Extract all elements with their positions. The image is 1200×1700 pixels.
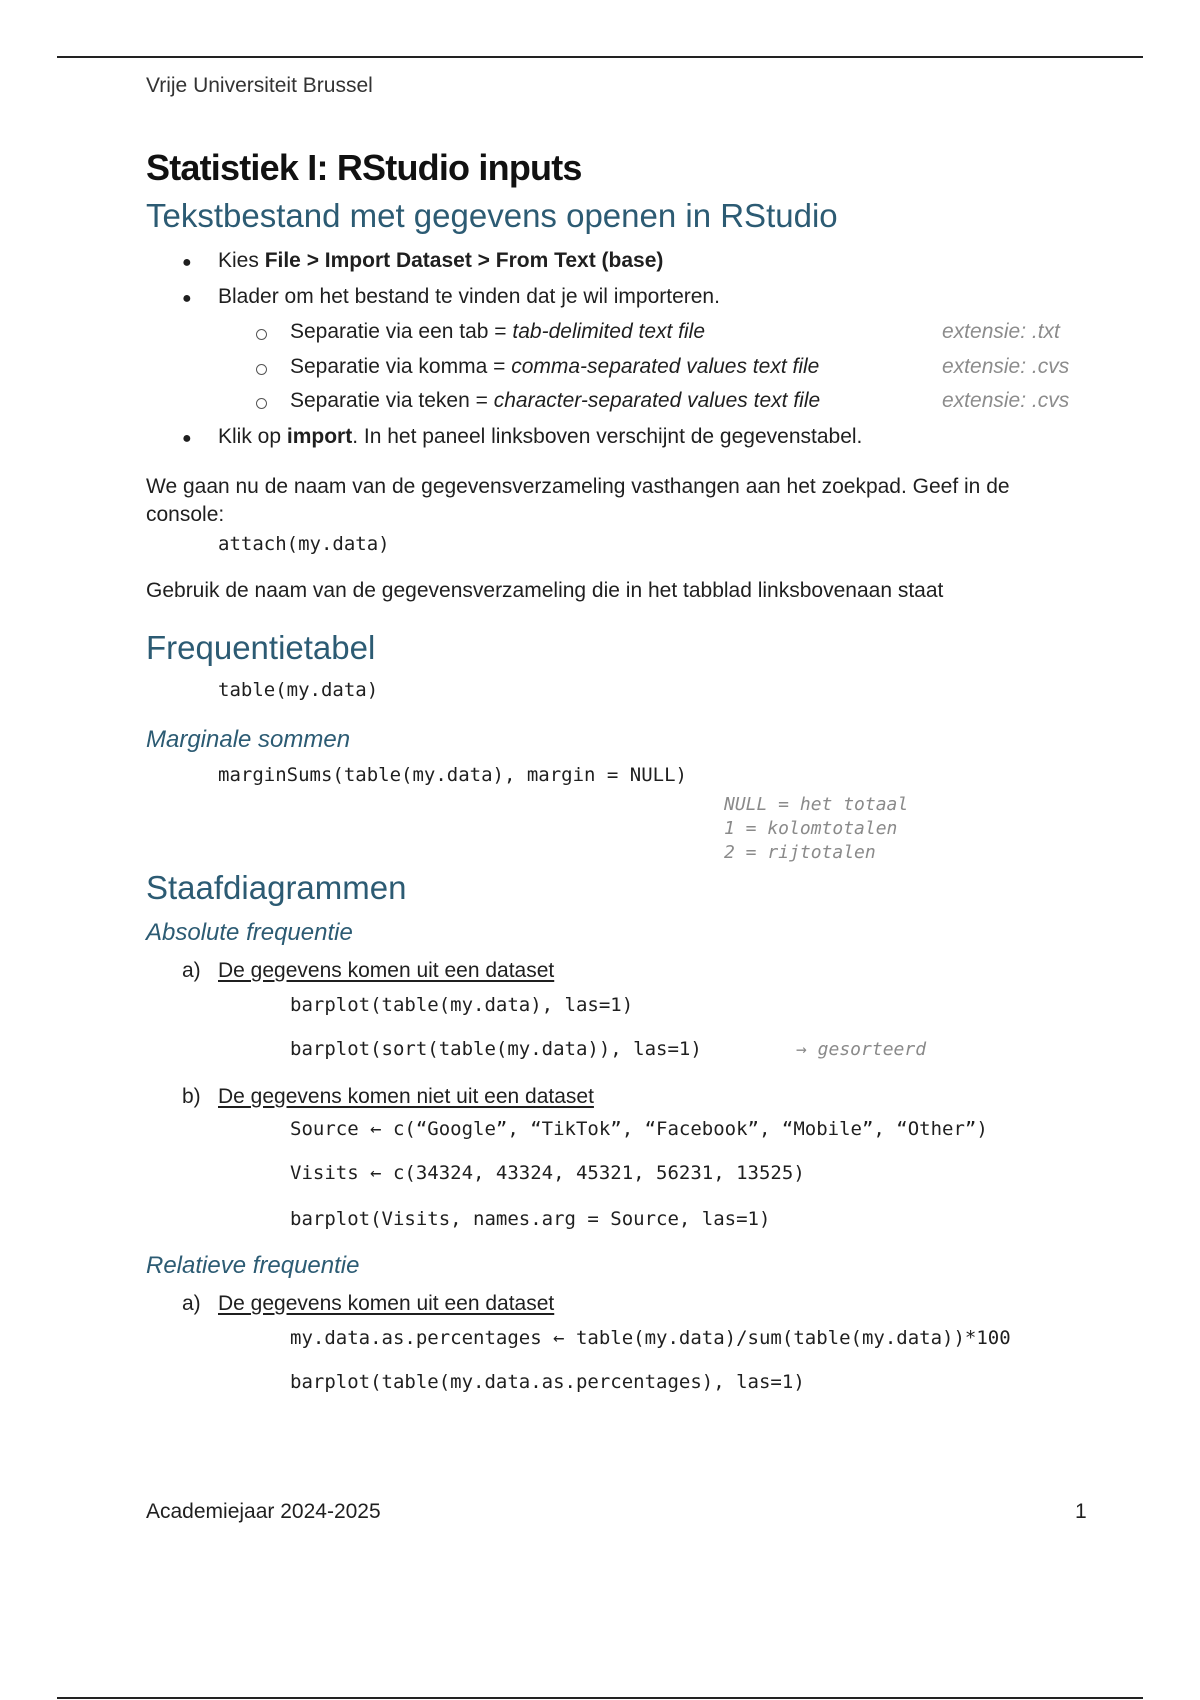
item-relative-from-dataset-label: De gegevens komen uit een dataset [218, 1292, 555, 1315]
extension-cvs: extensie: .cvs [942, 389, 1070, 412]
subheading-marginal-sums: Marginale sommen [146, 726, 351, 753]
step-import-pre: Klik op [218, 425, 287, 448]
separator-comma-pre: Separatie via komma = [290, 355, 512, 378]
item-from-dataset [218, 959, 554, 983]
note-columns: 1 = kolomtotalen [724, 818, 898, 839]
step-choose-pre: Kies [218, 249, 265, 272]
note-null: NULL = het totaal [724, 794, 909, 815]
subheading-absolute-frequency: Absolute frequentie [146, 919, 353, 946]
section-heading-frequency-table: Frequentietabel [146, 629, 376, 666]
step-import [218, 425, 862, 449]
code-barplot-visits: barplot(Visits, names.arg = Source, las=1) [290, 1208, 771, 1230]
separator-comma-item [290, 355, 819, 379]
note-sorted: → gesorteerd [796, 1039, 927, 1060]
item-from-dataset-label: De gegevens komen uit een dataset [218, 959, 555, 982]
list-marker-b: b) [182, 1085, 201, 1108]
code-percentages: my.data.as.percentages ← table(my.data)/sum(table(my.data))*100 [290, 1327, 1011, 1349]
separator-tab-item [290, 320, 705, 344]
step-import-bold: import [286, 425, 353, 448]
code-margin-sums: marginSums(table(my.data), margin = NULL) [218, 764, 687, 786]
code-barplot-table: barplot(table(my.data), las=1) [290, 994, 634, 1016]
extension-txt: extensie: .txt [942, 320, 1060, 343]
separator-char-pre: Separatie via teken = [290, 389, 494, 412]
list-marker-a-relative: a) [182, 1292, 201, 1315]
separator-tab-pre: Separatie via een tab = [290, 320, 513, 343]
section-heading-bar-charts: Staafdiagrammen [146, 869, 407, 906]
step-browse: Blader om het bestand te vinden dat je wil importeren. [218, 285, 720, 308]
item-not-from-dataset-label: De gegevens komen niet uit een dataset [218, 1085, 594, 1108]
subheading-relative-frequency: Relatieve frequentie [146, 1252, 360, 1279]
step-choose-menu [218, 249, 663, 273]
page-title: Statistiek I: RStudio inputs [146, 147, 582, 188]
sub-bullet-circle [256, 396, 267, 414]
paragraph-attach-line2: console: [146, 503, 225, 526]
code-visits-vector: Visits ← c(34324, 43324, 45321, 56231, 13525) [290, 1162, 805, 1184]
header-institution: Vrije Universiteit Brussel [146, 74, 373, 97]
list-marker-a: a) [182, 959, 201, 982]
separator-tab-type: tab-delimited text file [512, 320, 706, 343]
paragraph-attach-line1: We gaan nu de naam van de gegevensverzameling vasthangen aan het zoekpad. Geef in de [146, 475, 1010, 498]
code-barplot-percentages: barplot(table(my.data.as.percentages), las=1) [290, 1371, 805, 1393]
separator-comma-type: comma-separated values text file [511, 355, 820, 378]
bullet-dot: ● [182, 290, 192, 307]
extension-cvs: extensie: .cvs [942, 355, 1070, 378]
step-import-post: . In het paneel linksboven verschijnt de gegevenstabel. [352, 425, 863, 448]
item-relative-from-dataset [218, 1292, 554, 1316]
section-heading-open-file: Tekstbestand met gegevens openen in RStudio [146, 197, 838, 234]
separator-char-item [290, 389, 820, 413]
code-barplot-sorted: barplot(sort(table(my.data)), las=1) [290, 1038, 702, 1060]
sub-bullet-circle [256, 362, 267, 380]
separator-char-type: character-separated values text file [493, 389, 821, 412]
bullet-dot: ● [182, 430, 192, 447]
page-number: 1 [1075, 1500, 1087, 1523]
item-not-from-dataset [218, 1085, 594, 1109]
code-table: table(my.data) [218, 679, 379, 701]
bottom-rule [57, 1697, 1143, 1699]
bullet-dot: ● [182, 254, 192, 271]
menu-path: File > Import Dataset > From Text (base) [264, 249, 664, 272]
sub-bullet-circle [256, 327, 267, 345]
code-source-vector: Source ← c(“Google”, “TikTok”, “Facebook”, “Mobile”, “Other”) [290, 1118, 988, 1140]
code-attach: attach(my.data) [218, 533, 390, 555]
footer-academic-year: Academiejaar 2024-2025 [146, 1500, 381, 1523]
note-rows: 2 = rijtotalen [724, 842, 876, 863]
top-rule [57, 56, 1143, 58]
paragraph-dataset-name: Gebruik de naam van de gegevensverzameling die in het tabblad linksbovenaan staat [146, 579, 944, 602]
